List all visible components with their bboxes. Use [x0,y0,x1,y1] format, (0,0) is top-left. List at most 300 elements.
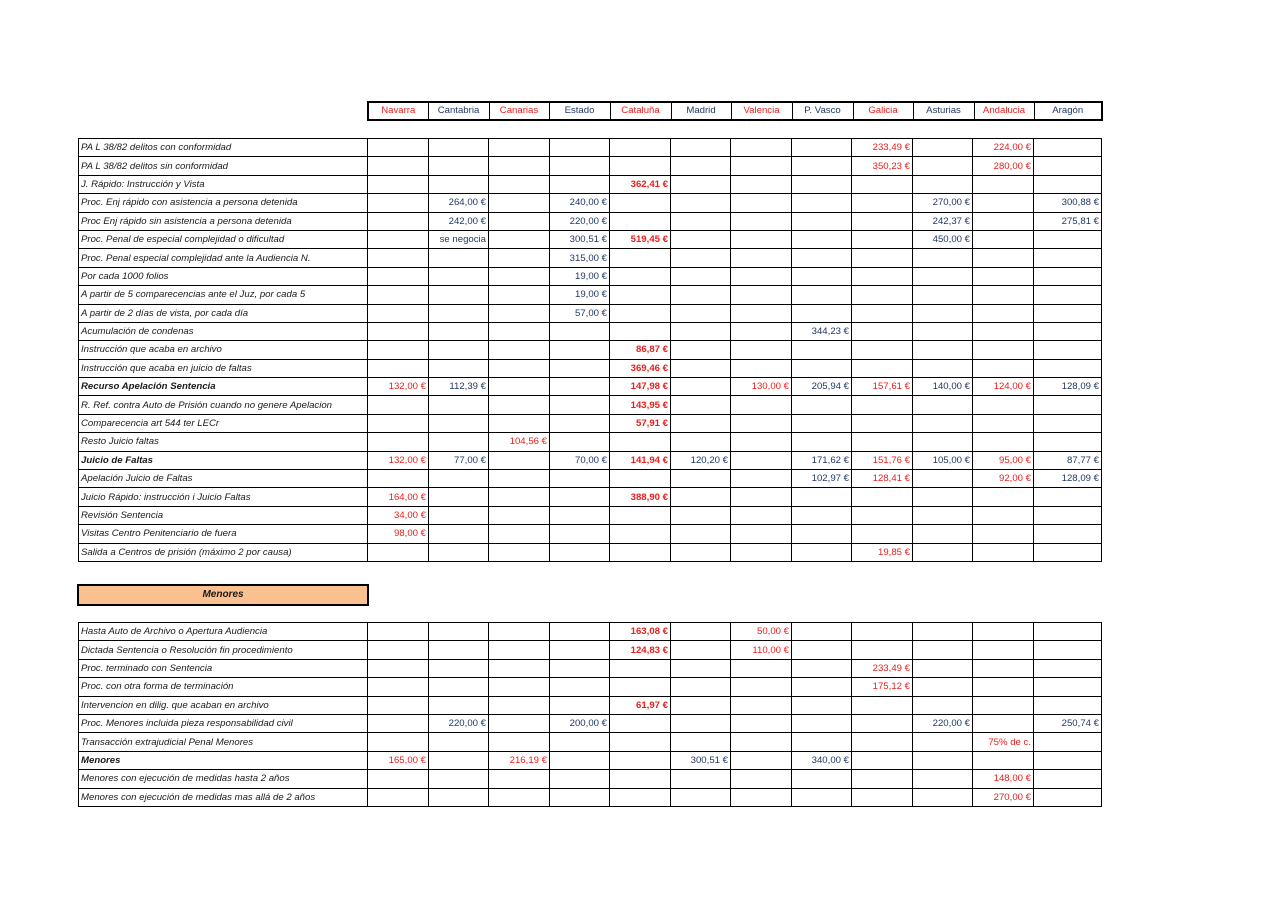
fee-cell [731,175,792,193]
row-label: Menores con ejecución de medidas hasta 2 años [79,770,368,788]
row-label: PA L 38/82 delitos sin conformidad [79,157,368,175]
fee-cell [1034,788,1102,806]
fee-cell [913,433,973,451]
fee-cell [731,751,792,769]
fee-cell [671,267,731,285]
fee-cell [1034,396,1102,414]
fee-cell [368,249,429,267]
table-row [79,788,1102,806]
fee-cell [973,641,1034,659]
fee-cell: 171,62 € [792,451,852,469]
region-header-cell: Canarias [489,102,549,120]
fee-cell: 264,00 € [429,194,489,212]
fee-cell [429,341,489,359]
table-row [79,470,1102,488]
fee-cell [671,230,731,248]
fee-cell [429,359,489,377]
fee-cell [731,341,792,359]
fee-cell [731,249,792,267]
fee-cell: 340,00 € [792,751,852,769]
fee-cell [913,678,973,696]
fee-cell: 163,08 € [610,623,671,641]
fee-cell [852,623,913,641]
fee-cell [852,249,913,267]
fee-cell [368,157,429,175]
fee-cell [429,543,489,561]
fee-cell [610,267,671,285]
row-label: Menores [79,751,368,769]
fee-cell [731,212,792,230]
fee-cell [671,378,731,396]
fee-cell [429,286,489,304]
fee-cell [429,249,489,267]
fee-cell: 124,83 € [610,641,671,659]
region-header-cell: Cataluña [610,102,671,120]
table-row [79,378,1102,396]
row-label: PA L 38/82 delitos con conformidad [79,139,368,157]
fee-cell [610,139,671,157]
table-row [79,212,1102,230]
fee-cell: 132,00 € [368,451,429,469]
fee-cell [368,678,429,696]
fee-cell [852,267,913,285]
fee-cell [671,194,731,212]
fee-cell: 220,00 € [550,212,610,230]
fee-cell [550,396,610,414]
region-header-cell: Estado [549,102,610,120]
row-label: Comparecencia art 544 ter LECr [79,414,368,432]
table-row [79,641,1102,659]
minors-fees-table [78,622,1102,807]
fee-cell: 450,00 € [913,230,973,248]
row-label: Proc Enj rápido sin asistencia a persona detenida [79,212,368,230]
fee-cell [792,433,852,451]
fee-cell [792,525,852,543]
fee-cell [429,322,489,340]
fee-cell: 87,77 € [1034,451,1102,469]
fee-cell [1034,506,1102,524]
fee-cell [610,304,671,322]
fee-cell [610,543,671,561]
fee-cell [489,733,550,751]
row-label: Recurso Apelación Sentencia [79,378,368,396]
fee-cell [489,249,550,267]
fee-cell [1034,157,1102,175]
fee-cell: 369,46 € [610,359,671,377]
fee-cell [792,267,852,285]
fee-cell [550,506,610,524]
fee-cell [489,230,550,248]
fee-cell [550,525,610,543]
fee-cell [973,506,1034,524]
fee-cell [852,733,913,751]
fee-cell [913,249,973,267]
fee-cell: 57,00 € [550,304,610,322]
fee-cell [671,433,731,451]
fee-cell [852,359,913,377]
fee-cell: 233,49 € [852,139,913,157]
fee-cell [731,359,792,377]
fee-cell [973,396,1034,414]
table-row [79,139,1102,157]
fee-cell [1034,659,1102,677]
row-label: Salida a Centros de prisión (máximo 2 por causa) [79,543,368,561]
fee-cell [913,470,973,488]
fee-cell [429,751,489,769]
fee-cell [368,733,429,751]
fee-cell [913,396,973,414]
row-label: Revisión Sentencia [79,506,368,524]
fee-cell [671,341,731,359]
minors-section-title: Menores [77,584,369,606]
fee-cell [489,506,550,524]
fee-cell: 240,00 € [550,194,610,212]
table-row [79,751,1102,769]
fee-cell [610,212,671,230]
fee-cell [1034,359,1102,377]
table-row [79,714,1102,732]
fee-cell [913,525,973,543]
fee-cell [852,433,913,451]
fee-cell [429,433,489,451]
fee-cell [973,249,1034,267]
fee-cell [489,396,550,414]
fee-cell [792,175,852,193]
region-header-cell: Madrid [671,102,731,120]
fee-cell [973,525,1034,543]
fee-cell: 124,00 € [973,378,1034,396]
fee-cell [610,322,671,340]
fee-cell [671,396,731,414]
fee-cell [852,304,913,322]
fee-cell: 130,00 € [731,378,792,396]
fee-cell: 128,09 € [1034,378,1102,396]
fee-cell: 275,81 € [1034,212,1102,230]
fee-cell: 50,00 € [731,623,792,641]
fee-cell [550,696,610,714]
fee-cell [731,678,792,696]
fee-cell [1034,175,1102,193]
fee-cell [913,322,973,340]
fee-cell [913,157,973,175]
fee-cell [671,249,731,267]
fee-cell [913,341,973,359]
fee-cell: 105,00 € [913,451,973,469]
fee-cell: 165,00 € [368,751,429,769]
fee-cell [792,194,852,212]
fee-cell [671,543,731,561]
fee-cell [792,623,852,641]
fee-cell [610,433,671,451]
fee-cell [489,659,550,677]
fee-cell [489,157,550,175]
fee-cell [671,788,731,806]
fee-cell [489,304,550,322]
fee-cell: 120,20 € [671,451,731,469]
row-label: J. Rápido: Instrucción y Vista [79,175,368,193]
fee-cell [731,286,792,304]
fee-cell [368,714,429,732]
fee-cell [852,751,913,769]
fee-cell [973,359,1034,377]
region-header-cell: Andalucia [974,102,1034,120]
fee-cell [489,470,550,488]
fee-cell [429,659,489,677]
fee-cell [1034,139,1102,157]
row-label: Proc. Enj rápido con asistencia a persona detenida [79,194,368,212]
fee-cell [731,543,792,561]
row-label: A partir de 5 comparecencias ante el Juz, por cada 5 [79,286,368,304]
fee-cell: 220,00 € [429,714,489,732]
fee-cell [550,414,610,432]
fee-cell [610,659,671,677]
fee-cell [550,359,610,377]
fee-cell [973,212,1034,230]
fee-cell [368,341,429,359]
fee-cell [792,304,852,322]
fee-cell [368,230,429,248]
fee-cell: se negocia [429,230,489,248]
region-header-row [368,102,1102,120]
fee-cell [610,157,671,175]
fee-cell [368,212,429,230]
fee-cell [368,414,429,432]
fee-cell: 110,00 € [731,641,792,659]
fee-cell [913,751,973,769]
fee-cell [368,641,429,659]
row-label: Juicio Rápido: instrucción i Juicio Faltas [79,488,368,506]
fee-cell [913,414,973,432]
row-label: Menores con ejecución de medidas mas allá de 2 años [79,788,368,806]
fee-cell [731,525,792,543]
row-label: Intervencion en dilig. que acaban en archivo [79,696,368,714]
row-label: Juicio de Faltas [79,451,368,469]
row-label: Acumulación de condenas [79,322,368,340]
fee-cell [368,696,429,714]
fee-cell [1034,696,1102,714]
fee-cell [429,175,489,193]
fee-cell [973,304,1034,322]
table-row [79,696,1102,714]
table-row [79,194,1102,212]
fee-cell [489,525,550,543]
fee-cell: 151,76 € [852,451,913,469]
fee-cell: 128,09 € [1034,470,1102,488]
fee-cell [368,543,429,561]
fee-cell [792,396,852,414]
fee-cell [368,770,429,788]
fee-cell [489,623,550,641]
fee-cell [368,139,429,157]
fee-cell [671,175,731,193]
fee-cell [489,286,550,304]
fee-cell [610,470,671,488]
fee-cell [550,139,610,157]
fee-cell [671,678,731,696]
fee-cell [731,470,792,488]
fee-cell [852,175,913,193]
fee-cell: 98,00 € [368,525,429,543]
fee-cell [550,751,610,769]
fee-cell [731,433,792,451]
fee-cell [429,696,489,714]
fee-cell [973,488,1034,506]
fee-cell [792,488,852,506]
fee-cell [489,488,550,506]
fee-cell [1034,623,1102,641]
table-row [79,488,1102,506]
fee-cell [610,506,671,524]
fee-cell [913,543,973,561]
fee-cell [368,433,429,451]
fee-cell [973,286,1034,304]
fee-cell [489,696,550,714]
fee-cell [731,139,792,157]
row-label: Por cada 1000 folios [79,267,368,285]
fee-cell: 140,00 € [913,378,973,396]
fee-cell [550,322,610,340]
fee-cell [489,175,550,193]
fee-cell [429,304,489,322]
fee-cell [792,543,852,561]
fee-cell [671,525,731,543]
fee-cell [913,733,973,751]
fee-cell: 220,00 € [913,714,973,732]
fee-cell [550,488,610,506]
fee-cell [731,733,792,751]
fee-cell [1034,249,1102,267]
fee-cell [973,433,1034,451]
fee-cell: 57,91 € [610,414,671,432]
fee-cell [852,770,913,788]
fee-cell [550,175,610,193]
region-header-cell: Galicia [853,102,913,120]
table-row [79,433,1102,451]
row-label: Instrucción que acaba en juicio de faltas [79,359,368,377]
fee-cell [671,304,731,322]
fee-cell: 19,00 € [550,286,610,304]
fee-cell [792,249,852,267]
fee-cell [913,696,973,714]
fee-cell [852,788,913,806]
fee-cell: 175,12 € [852,678,913,696]
fee-cell [913,286,973,304]
fee-cell [731,696,792,714]
fee-cell [429,525,489,543]
fee-cell [368,788,429,806]
fee-cell [489,714,550,732]
fee-cell: 141,94 € [610,451,671,469]
fee-cell: 164,00 € [368,488,429,506]
fee-cell [429,414,489,432]
fee-cell: 148,00 € [973,770,1034,788]
fee-cell [671,470,731,488]
table-row [79,543,1102,561]
fee-cell [731,157,792,175]
fee-cell [429,770,489,788]
fee-cell [671,696,731,714]
row-label: Proc. terminado con Sentencia [79,659,368,677]
fee-cell [1034,488,1102,506]
fee-cell [671,714,731,732]
fee-cell [368,194,429,212]
fee-cell [973,751,1034,769]
fee-cell [550,788,610,806]
fee-cell [429,139,489,157]
fee-cell [973,267,1034,285]
fee-cell [792,659,852,677]
fee-cell [731,194,792,212]
table-row [79,286,1102,304]
table-row [79,623,1102,641]
fee-cell: 350,23 € [852,157,913,175]
fee-cell [429,623,489,641]
fee-cell [731,451,792,469]
table-row [79,341,1102,359]
fee-cell [368,322,429,340]
fee-cell: 104,56 € [489,433,550,451]
fee-cell [429,267,489,285]
fee-cell [731,414,792,432]
fee-cell [489,341,550,359]
fee-cell: 519,45 € [610,230,671,248]
fee-cell [1034,230,1102,248]
fee-cell [550,378,610,396]
fee-cell [1034,543,1102,561]
fee-cell [973,230,1034,248]
fee-cell [973,623,1034,641]
fee-cell [792,286,852,304]
fee-cell [913,770,973,788]
fee-cell [792,770,852,788]
row-label: Resto Juicio faltas [79,433,368,451]
fee-cell: 300,51 € [671,751,731,769]
fee-cell [913,659,973,677]
row-label: Dictada Sentencia o Resolución fin procedimiento [79,641,368,659]
fee-cell [1034,304,1102,322]
fee-cell: 132,00 € [368,378,429,396]
fee-cell [731,770,792,788]
fee-cell [792,641,852,659]
table-row [79,506,1102,524]
fee-cell [792,212,852,230]
fee-cell [852,230,913,248]
table-row [79,230,1102,248]
fee-cell [671,286,731,304]
fee-cell [1034,322,1102,340]
table-row [79,267,1102,285]
fee-cell [973,322,1034,340]
fee-cell [489,212,550,230]
fee-cell [913,488,973,506]
row-label: Proc. Penal de especial complejidad o dificultad [79,230,368,248]
fee-cell [913,641,973,659]
fee-cell [1034,267,1102,285]
fee-cell [913,506,973,524]
fee-cell [1034,733,1102,751]
fee-cell [489,770,550,788]
fee-cell [368,175,429,193]
fee-cell [913,788,973,806]
fee-cell [610,714,671,732]
table-row [79,451,1102,469]
fee-cell: 224,00 € [973,139,1034,157]
fee-cell [368,286,429,304]
fee-cell [792,733,852,751]
fee-cell [1034,286,1102,304]
fee-cell [489,641,550,659]
fee-cell: 205,94 € [792,378,852,396]
